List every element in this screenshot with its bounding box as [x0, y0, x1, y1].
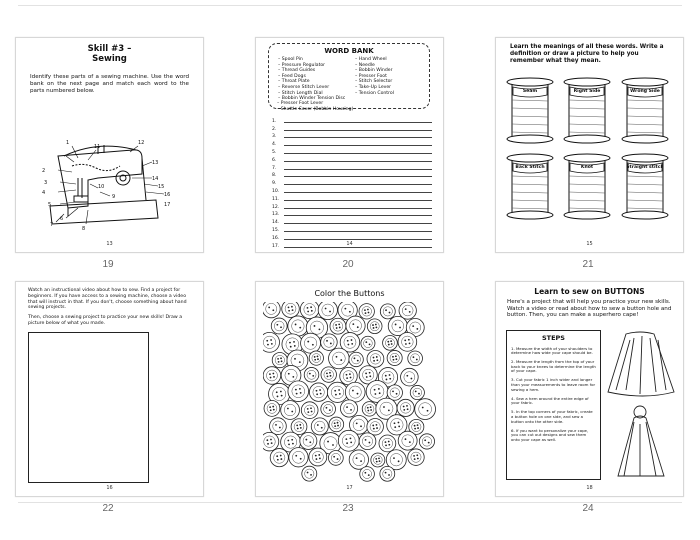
step-item: 2. Measure the length from the top of your back to your knees to determine the length of your cape.	[511, 359, 596, 374]
answer-line: 10.	[272, 186, 432, 194]
part-number: 6	[60, 216, 64, 222]
page-instructions: Learn the meanings of all these words. Write a definition or draw a picture to help you remember what they mean.	[510, 44, 664, 64]
thumbnail-page-20[interactable]	[248, 37, 448, 283]
steps-box	[506, 330, 601, 480]
page-title: Skill #3 – Sewing	[87, 44, 132, 64]
spool-label: Right Side	[573, 89, 601, 94]
page-folio: 17	[346, 485, 353, 491]
buttons-coloring-illustration	[263, 302, 436, 482]
step-item: 4. Sew a hem around the entire edge of your fabric.	[511, 395, 589, 406]
button-drawing	[410, 385, 424, 399]
button-drawing	[360, 467, 375, 482]
button-drawing	[263, 302, 280, 318]
answer-line: 17.	[272, 241, 432, 249]
steps-title: STEPS	[541, 334, 565, 342]
button-drawing	[367, 418, 384, 435]
drawing-box	[28, 332, 149, 483]
part-number: 10	[98, 184, 105, 190]
spool-label: Wrong Side	[630, 89, 660, 94]
button-drawing	[380, 304, 395, 319]
page-number-label: 19	[102, 259, 114, 270]
button-drawing	[309, 351, 323, 365]
part-number: 11	[94, 144, 101, 150]
button-drawing	[281, 401, 300, 420]
word-bank-item: – Stitch Selector	[355, 79, 393, 85]
spools-illustration	[496, 74, 683, 244]
top-divider	[18, 5, 682, 6]
part-number: 16	[164, 192, 171, 198]
button-drawing	[383, 336, 398, 351]
page-preview[interactable]	[255, 281, 444, 497]
button-drawing	[380, 466, 395, 481]
button-drawing	[289, 448, 308, 467]
answer-line: 14.	[272, 217, 432, 225]
button-drawing	[270, 418, 287, 435]
part-number: 14	[152, 176, 159, 182]
page-instructions: Identify these parts of a sewing machine. Use the word bank on the next page and match each word to the parts numbered below.	[30, 74, 189, 94]
word-bank-item: – Thread Guides	[278, 68, 316, 74]
answer-lines	[272, 116, 432, 249]
word-bank-item: – Bobbin Winder	[355, 68, 393, 74]
part-number: 7	[50, 222, 54, 228]
button-drawing	[387, 350, 402, 365]
page-folio: 15	[586, 241, 593, 247]
answer-line: 7.	[272, 163, 432, 171]
part-number: 3	[44, 180, 48, 186]
cape-illustration	[604, 330, 678, 480]
word-bank-item: – Throat Plate	[278, 79, 310, 85]
thumbnail-page-23[interactable]	[248, 281, 448, 527]
button-drawing	[398, 333, 417, 352]
button-drawing	[345, 382, 365, 402]
word-bank-item: – Reverse Stitch Lever	[278, 84, 330, 90]
spool-label: Straight stitch	[626, 165, 664, 170]
word-bank-item: – Pressure Regulator	[278, 62, 326, 68]
page-number-label: 21	[582, 259, 594, 270]
button-drawing	[340, 400, 357, 417]
button-drawing	[321, 334, 338, 351]
page-preview[interactable]	[495, 281, 684, 497]
button-drawing	[401, 368, 419, 386]
answer-line: 16.	[272, 233, 432, 241]
button-drawing	[327, 382, 347, 402]
button-drawing	[415, 399, 436, 420]
word-bank-left-column	[278, 57, 329, 96]
word-bank-item: – Tension Control	[355, 90, 394, 96]
button-drawing	[329, 417, 344, 432]
page-folio: 13	[106, 241, 113, 247]
thumbnail-page-19[interactable]	[8, 37, 208, 283]
button-drawing	[328, 451, 343, 466]
word-bank-title: WORD BANK	[324, 47, 374, 55]
page-preview[interactable]	[495, 37, 684, 253]
button-drawing	[387, 385, 402, 400]
answer-line: 5.	[272, 147, 432, 155]
word-bank-box	[268, 43, 430, 109]
answer-line: 12.	[272, 202, 432, 210]
button-drawing	[264, 400, 280, 416]
part-number: 13	[152, 160, 159, 166]
button-drawing	[408, 449, 424, 465]
button-drawing	[304, 367, 319, 382]
thumbnail-page-24[interactable]	[488, 281, 688, 527]
page-number-label: 22	[102, 503, 114, 514]
word-bank-item: – Feed Dogs	[278, 73, 306, 79]
thumbnail-page-22[interactable]	[8, 281, 208, 527]
page-folio: 18	[586, 485, 593, 491]
word-bank-item: – Presser Foot	[355, 73, 387, 79]
page-number-label: 20	[342, 259, 354, 270]
page-number-label: 23	[342, 503, 354, 514]
spool-label: Knot	[580, 165, 594, 170]
button-drawing	[288, 381, 309, 402]
answer-line: 6.	[272, 155, 432, 163]
step-item: 3. Cut your fabric 1 inch wider and longer than your measurements to leave room for sewing a hem.	[511, 377, 596, 392]
page-title: Color the Buttons	[314, 289, 385, 298]
answer-line: 8.	[272, 171, 432, 179]
page-folio: 14	[346, 241, 353, 247]
step-item: 1. Measure the width of your shoulders to determine how wide your cape should be.	[511, 345, 593, 356]
button-drawing	[398, 431, 417, 450]
button-drawing	[271, 318, 287, 334]
part-number: 12	[138, 140, 145, 146]
answer-line: 2.	[272, 124, 432, 132]
button-drawing	[263, 332, 279, 352]
button-drawing	[361, 336, 375, 350]
word-bank-item: – Hand Wheel	[355, 57, 387, 62]
button-drawing	[263, 367, 281, 385]
bottom-divider	[18, 502, 682, 503]
button-drawing	[397, 399, 414, 416]
button-drawing	[367, 350, 384, 367]
button-drawing	[371, 453, 385, 467]
button-drawing	[359, 304, 374, 319]
page-preview[interactable]	[15, 37, 204, 253]
answer-line: 11.	[272, 194, 432, 202]
button-drawing	[367, 319, 382, 334]
step-item: 6. If you want to personalize your cape, you can cut out designs and sew them onto your cape as well.	[511, 427, 589, 442]
button-drawing	[362, 402, 376, 416]
part-number: 17	[164, 202, 171, 208]
button-drawing	[419, 434, 434, 449]
button-drawing	[301, 333, 321, 353]
answer-line: 13.	[272, 210, 432, 218]
page-title: Learn to sew on BUTTONS	[534, 287, 645, 296]
part-number: 8	[82, 226, 86, 231]
button-drawing	[338, 430, 359, 451]
answer-line: 9.	[272, 178, 432, 186]
button-drawing	[272, 352, 287, 367]
button-drawing	[302, 466, 317, 481]
page-instructions	[28, 288, 191, 327]
instruction-paragraph: Watch an instructional video about how to sew. Find a project for beginners. If you have access to a sewing machine, choose a video that will instruct in that. If you don't, choose something about hand sewing projects.	[28, 288, 187, 311]
page-folio: 16	[106, 485, 113, 491]
word-bank-item: – Spool Pin	[278, 57, 303, 62]
button-drawing	[300, 302, 319, 319]
button-drawing	[311, 418, 328, 435]
word-bank-item: – Stitch Length Dial	[278, 90, 323, 96]
button-drawing	[329, 348, 350, 369]
page-intro: Here's a project that will help you practice your new skills. Watch a video or read about how to sew a button hole and button. Then, you can make a superhero cape!	[507, 299, 672, 319]
part-number: 2	[42, 168, 46, 174]
button-drawing	[408, 351, 423, 366]
part-number: 1	[66, 140, 70, 146]
button-drawing	[321, 367, 336, 382]
button-drawing	[359, 433, 376, 450]
word-bank-item: – Bobbin Winder Tension Disc	[278, 96, 346, 101]
button-drawing	[300, 432, 317, 449]
word-bank-extra	[277, 101, 353, 112]
part-number: 9	[112, 194, 116, 200]
thumbnail-page-21[interactable]	[488, 37, 688, 283]
word-bank-item: – Shuttle Cover (Bobbin Housing)	[277, 106, 354, 112]
button-drawing	[270, 449, 288, 467]
word-bank-item: – Needle	[355, 62, 375, 68]
page-preview[interactable]	[15, 281, 204, 497]
button-drawing	[288, 316, 308, 336]
page-number-label: 24	[582, 503, 594, 514]
button-drawing	[263, 432, 279, 451]
part-number: 5	[48, 202, 52, 208]
part-number: 15	[158, 184, 165, 190]
part-number: 4	[42, 190, 46, 196]
button-drawing	[318, 302, 337, 320]
button-drawing	[399, 302, 416, 319]
answer-line: 4.	[272, 139, 432, 147]
button-drawing	[282, 302, 300, 318]
answer-line: 3.	[272, 132, 432, 140]
button-drawing	[309, 448, 327, 466]
button-drawing	[379, 435, 396, 452]
word-bank-right-column	[355, 57, 394, 96]
word-bank-item: – Presser Foot Lever	[277, 101, 324, 106]
button-drawing	[301, 402, 318, 419]
button-drawing	[309, 383, 327, 401]
answer-line: 15.	[272, 225, 432, 233]
step-item: 5. In the top corners of your fabric, create a button hole on one side, and sew a button onto the other side.	[511, 409, 593, 424]
spool-label: Seam	[522, 89, 538, 94]
button-drawing	[321, 402, 336, 417]
page-preview[interactable]	[255, 37, 444, 253]
answer-line: 1.	[272, 116, 432, 124]
instruction-paragraph: Then, choose a sewing project to practice your new skills! Draw a picture below of what you made.	[28, 315, 183, 326]
sewing-machine-illustration	[38, 126, 188, 231]
word-bank-item: – Take-Up Lever	[355, 84, 392, 90]
button-drawing	[349, 352, 363, 366]
button-drawing	[330, 318, 346, 334]
spool-label: Back Stitch	[515, 165, 545, 170]
